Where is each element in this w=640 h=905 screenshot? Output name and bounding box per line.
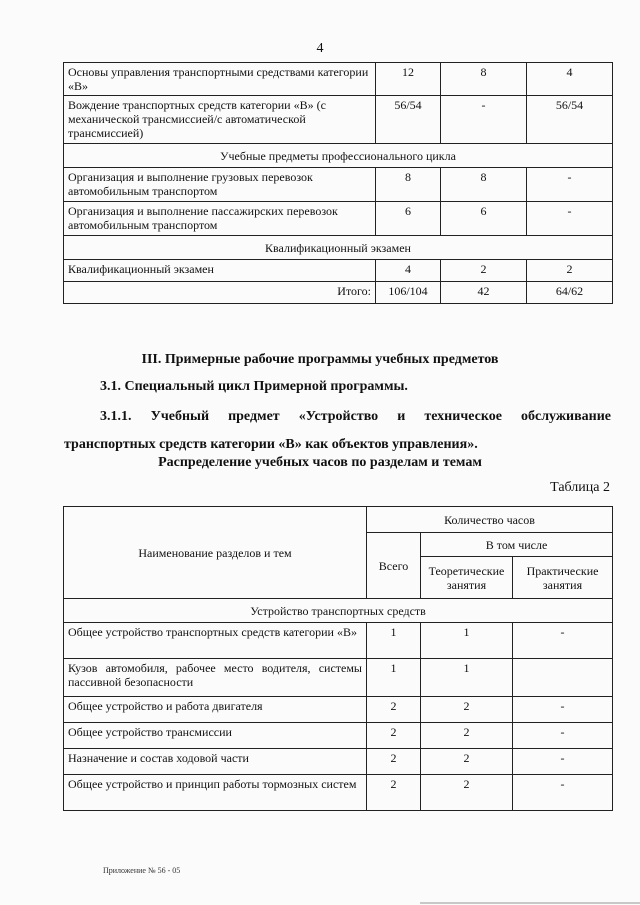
theory-hours: 2 <box>421 775 513 811</box>
subject-name: Основы управления транспортными средствами категории «B» <box>64 63 376 96</box>
page-number: 4 <box>316 41 324 56</box>
subject-name: Организация и выполнение пассажирских перевозок автомобильным транспортом <box>64 202 376 236</box>
theory-hours: 2 <box>441 260 527 282</box>
theory-hours: 8 <box>441 63 527 96</box>
total-hours: 2 <box>367 775 421 811</box>
section-row <box>64 236 613 260</box>
section-title: Квалификационный экзамен <box>64 236 613 260</box>
footer-note: Приложение № 56 - 05 <box>103 866 181 875</box>
table-row <box>64 168 613 202</box>
hours-summary-table <box>63 62 613 304</box>
table-row <box>64 775 613 811</box>
table-row <box>64 659 613 697</box>
practice-hours: - <box>513 723 613 749</box>
header-hours: Количество часов <box>367 507 613 533</box>
header-practice: Практические занятия <box>513 557 613 599</box>
header-total: Всего <box>367 533 421 599</box>
total-label: Итого: <box>64 282 376 304</box>
table-row <box>64 623 613 659</box>
total-hours: 1 <box>367 659 421 697</box>
topic-name: Общее устройство транспортных средств категории «B» <box>64 623 367 659</box>
total-hours: 106/104 <box>376 282 441 304</box>
theory-hours: 8 <box>441 168 527 202</box>
subject-paragraph: 3.1.1. Учебный предмет «Устройство и техническое обслуживание транспортных средств категории «B» как объектов управления». <box>64 409 611 452</box>
distribution-title: Распределение учебных часов по разделам и темам <box>158 455 482 470</box>
table-row <box>64 202 613 236</box>
header-theory: Теоретические занятия <box>421 557 513 599</box>
practice-hours: - <box>527 168 613 202</box>
topics-hours-table <box>63 506 613 811</box>
practice-hours: 2 <box>527 260 613 282</box>
theory-hours: 2 <box>421 749 513 775</box>
theory-hours: 1 <box>421 659 513 697</box>
practice-hours: 56/54 <box>527 96 613 144</box>
table-row <box>64 63 613 96</box>
total-hours: 2 <box>367 723 421 749</box>
section-heading: III. Примерные рабочие программы учебных предметов <box>141 352 499 367</box>
table-row <box>64 96 613 144</box>
total-hours: 2 <box>367 749 421 775</box>
table-row <box>64 260 613 282</box>
practice-hours: - <box>513 775 613 811</box>
total-row <box>64 282 613 304</box>
total-hours: 8 <box>376 168 441 202</box>
topic-name: Общее устройство трансмиссии <box>64 723 367 749</box>
practice-hours <box>513 659 613 697</box>
total-hours: 2 <box>367 697 421 723</box>
total-hours: 1 <box>367 623 421 659</box>
section-title: Учебные предметы профессионального цикла <box>64 144 613 168</box>
theory-hours: 6 <box>441 202 527 236</box>
theory-hours: 2 <box>421 697 513 723</box>
scan-edge <box>420 902 640 904</box>
practice-hours: 4 <box>527 63 613 96</box>
subsection-heading: 3.1. Специальный цикл Примерной программы. <box>100 379 408 394</box>
practice-hours: 64/62 <box>527 282 613 304</box>
practice-hours: - <box>513 749 613 775</box>
practice-hours: - <box>513 697 613 723</box>
subject-name: Организация и выполнение грузовых перевозок автомобильным транспортом <box>64 168 376 202</box>
practice-hours: - <box>527 202 613 236</box>
practice-hours: - <box>513 623 613 659</box>
theory-hours: 1 <box>421 623 513 659</box>
theory-hours: - <box>441 96 527 144</box>
topic-name: Кузов автомобиля, рабочее место водителя, системы пассивной безопасности <box>64 659 367 697</box>
theory-hours: 2 <box>421 723 513 749</box>
table-row <box>64 723 613 749</box>
section-row: Устройство транспортных средств <box>64 599 613 623</box>
topic-name: Назначение и состав ходовой части <box>64 749 367 775</box>
subject-name: Квалификационный экзамен <box>64 260 376 282</box>
total-hours: 56/54 <box>376 96 441 144</box>
total-hours: 6 <box>376 202 441 236</box>
total-hours: 4 <box>376 260 441 282</box>
section-row <box>64 144 613 168</box>
total-hours: 12 <box>376 63 441 96</box>
table-row <box>64 697 613 723</box>
topic-name: Общее устройство и работа двигателя <box>64 697 367 723</box>
topic-name: Общее устройство и принцип работы тормозных систем <box>64 775 367 811</box>
header-topic-name: Наименование разделов и тем <box>64 507 367 599</box>
subject-name: Вождение транспортных средств категории «B» (с механической трансмиссией/с автоматической трансмиссией) <box>64 96 376 144</box>
table-row <box>64 749 613 775</box>
theory-hours: 42 <box>441 282 527 304</box>
header-including: В том числе <box>421 533 613 557</box>
table-label: Таблица 2 <box>550 480 610 495</box>
